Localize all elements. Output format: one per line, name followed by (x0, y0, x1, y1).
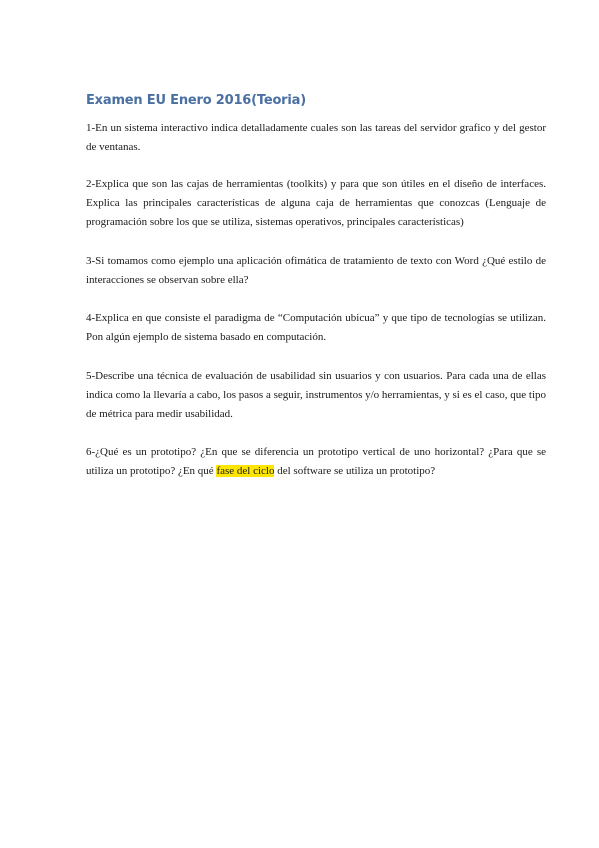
question-6-text-after: del software se utiliza un prototipo? (274, 465, 436, 477)
document-title: Examen EU Enero 2016(Teoria) (86, 93, 306, 108)
question-6-text-before: 6-¿Qué es un prototipo? ¿En que se diferencia un prototipo vertical de uno horizontal? ¿Para que se utiliza un prototipo? ¿En qué (86, 446, 546, 477)
question-2: 2-Explica que son las cajas de herramientas (toolkits) y para que son útiles en el diseño de interfaces. Explica las principales características de alguna caja de herramientas que conozcas (Lenguaje de programación sobre los que se utiliza, sistemas operativos, principales características) (86, 178, 546, 228)
question-5: 5-Describe una técnica de evaluación de usabilidad sin usuarios y con usuarios. Para cada una de ellas indica como la llevaría a cabo, los pasos a seguir, instrumentos y/o herramientas, y si es el caso, que tipo de métrica para medir usabilidad. (86, 370, 546, 420)
question-6 (86, 443, 546, 481)
question-3: 3-Si tomamos como ejemplo una aplicación ofimática de tratamiento de texto con Word ¿Qué estilo de interacciones se observan sobre ella? (86, 255, 546, 286)
question-1: 1-En un sistema interactivo indica detalladamente cuales son las tareas del servidor grafico y del gestor de ventanas. (86, 122, 546, 153)
question-4: 4-Explica en que consiste el paradigma de “Computación ubicua” y que tipo de tecnologías se utilizan. Pon algún ejemplo de sistema basado en computación. (86, 312, 546, 343)
question-6-highlight: fase del ciclo (216, 465, 275, 477)
